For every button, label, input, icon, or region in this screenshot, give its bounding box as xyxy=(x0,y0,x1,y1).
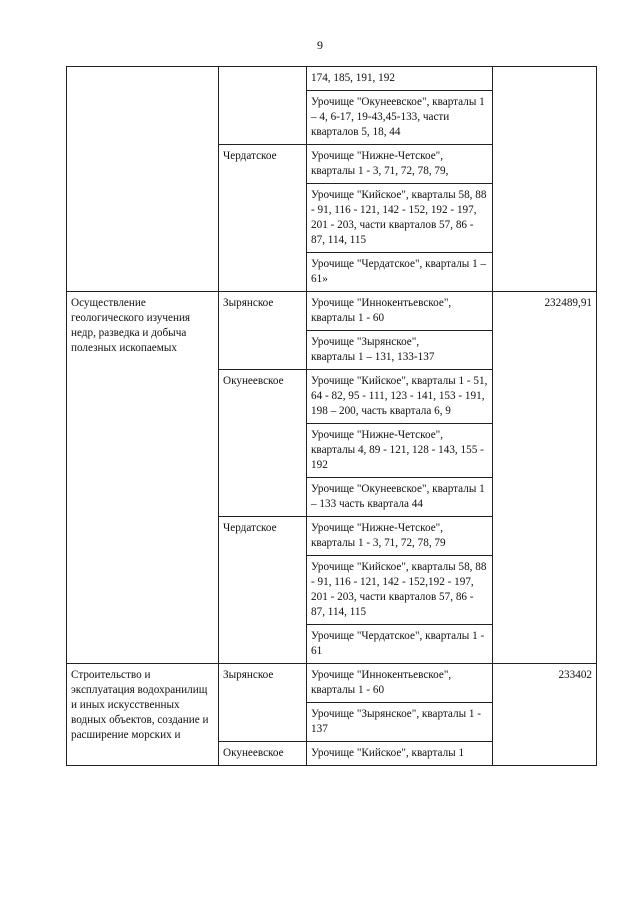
activity-text: Осуществление геологического изучения недр, разведка и добыча полезных ископаемых xyxy=(71,297,191,354)
tract-cell xyxy=(307,331,493,370)
tract-cell xyxy=(307,370,493,424)
tract-text: Урочище "Кийское", кварталы 58, 88 - 91, 116 - 121, 142 - 152,192 - 197, 201 - 203, части кварталов 57, 86 - 87, 114, 115 xyxy=(311,561,487,618)
tract-text: Урочище "Нижне-Четское", кварталы 1 - 3, 71, 72, 78, 79, xyxy=(311,150,449,177)
tract-text: Урочище "Иннокентьевское", кварталы 1 - 60 xyxy=(311,669,452,696)
tract-text: Урочище "Кийское", кварталы 58, 88 - 91, 116 - 121, 142 - 152, 192 - 197, 201 - 203, части кварталов 57, 86 - 87, 114, 115 xyxy=(311,189,487,246)
activity-text: Строительство и эксплуатация водохранилищ и иных искусственных водных объектов, создание и расширение морских и xyxy=(71,669,209,741)
settlement-cell xyxy=(219,292,307,370)
tract-cell xyxy=(307,625,493,664)
tract-cell xyxy=(307,556,493,625)
settlement-text: Чердатское xyxy=(223,150,277,162)
settlement-text: Зырянское xyxy=(223,297,274,309)
area-value: 232489,91 xyxy=(544,297,592,309)
tract-cell xyxy=(307,517,493,556)
tract-text: Урочище "Чердатское", кварталы 1 - 61 xyxy=(311,630,485,657)
settlement-text: Окунеевское xyxy=(223,375,284,387)
table-row xyxy=(67,664,597,703)
activity-cell xyxy=(67,292,219,664)
tract-text: Урочище "Окунеевское", кварталы 1 – 4, 6-17, 19-43,45-133, части кварталов 5, 18, 44 xyxy=(311,96,485,138)
page-number: 9 xyxy=(317,38,323,52)
tract-text: Урочище "Зырянское", кварталы 1 – 131, 133-137 xyxy=(311,336,435,363)
settlement-text: Окунеевское xyxy=(223,747,284,759)
tract-cell xyxy=(307,91,493,145)
tract-text: Урочище "Кийское", кварталы 1 - 51, 64 - 82, 95 - 111, 123 - 141, 153 - 191, 198 – 200, часть квартала 6, 9 xyxy=(311,375,488,417)
area-value: 233402 xyxy=(558,669,592,681)
land-use-table xyxy=(66,66,597,766)
tract-cell xyxy=(307,424,493,478)
settlement-cell xyxy=(219,145,307,292)
tract-cell xyxy=(307,184,493,253)
table-row xyxy=(67,67,597,91)
area-cell xyxy=(493,292,597,664)
tract-text: Урочище "Кийское", кварталы 1 xyxy=(311,747,465,759)
tract-cell xyxy=(307,145,493,184)
tract-cell xyxy=(307,292,493,331)
tract-cell xyxy=(307,664,493,703)
tract-text: Урочище "Зырянское", кварталы 1 - 137 xyxy=(311,708,482,735)
tract-cell xyxy=(307,253,493,292)
activity-cell xyxy=(67,67,219,292)
tract-text: Урочище "Нижне-Четское", кварталы 1 - 3, 71, 72, 78, 79 xyxy=(311,522,446,549)
tract-text: Урочище "Нижне-Четское", кварталы 4, 89 - 121, 128 - 143, 155 - 192 xyxy=(311,429,484,471)
tract-text: 174, 185, 191, 192 xyxy=(311,72,395,84)
settlement-text: Зырянское xyxy=(223,669,274,681)
tract-cell xyxy=(307,67,493,91)
tract-text: Урочище "Чердатское", кварталы 1 – 61» xyxy=(311,258,487,285)
settlement-cell xyxy=(219,742,307,766)
tract-cell xyxy=(307,478,493,517)
settlement-cell xyxy=(219,517,307,664)
tract-text: Урочище "Иннокентьевское", кварталы 1 - 60 xyxy=(311,297,452,324)
tract-cell xyxy=(307,703,493,742)
tract-cell xyxy=(307,742,493,766)
tract-text: Урочище "Окунеевское", кварталы 1 – 133 часть квартала 44 xyxy=(311,483,485,510)
settlement-text: Чердатское xyxy=(223,522,277,534)
area-cell xyxy=(493,664,597,766)
table-row xyxy=(67,292,597,331)
activity-cell xyxy=(67,664,219,766)
settlement-cell xyxy=(219,67,307,145)
settlement-cell xyxy=(219,664,307,742)
settlement-cell xyxy=(219,370,307,517)
area-cell xyxy=(493,67,597,292)
